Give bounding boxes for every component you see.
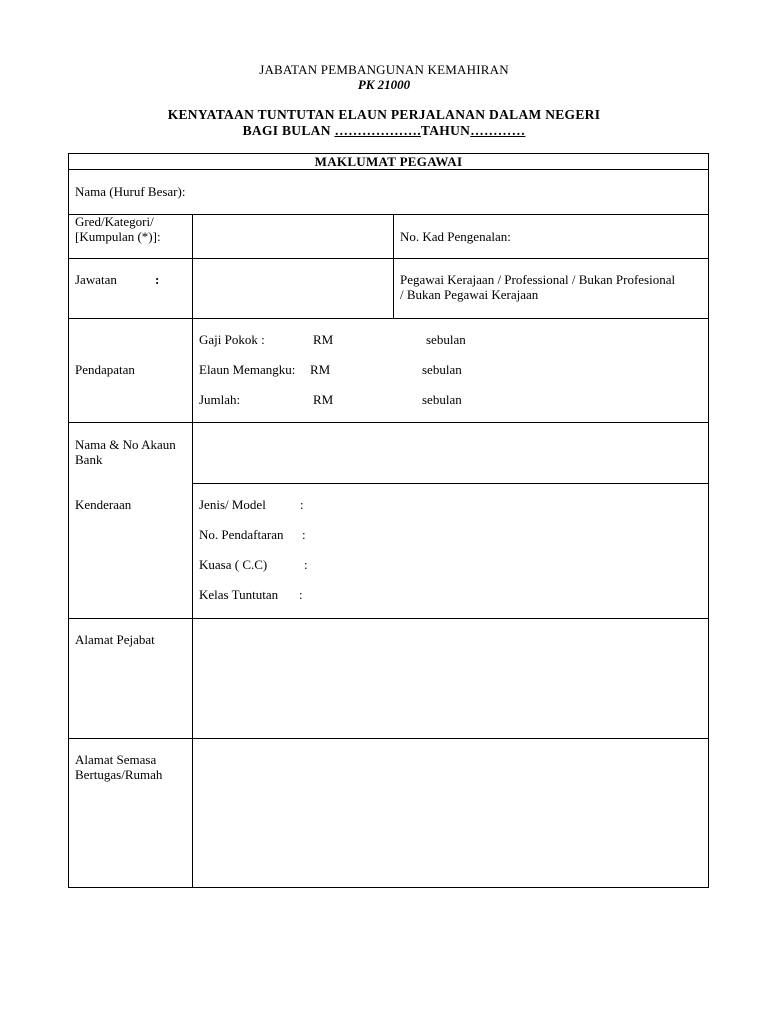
section-title: MAKLUMAT PEGAWAI	[314, 154, 463, 169]
form-title: KENYATAAN TUNTUTAN ELAUN PERJALANAN DALAM NEGERI	[167, 107, 601, 122]
alamat-pejabat-field[interactable]	[196, 622, 704, 734]
form-code: PK 21000	[357, 77, 411, 92]
year-field[interactable]: …………	[470, 123, 526, 138]
gaji-pokok-period: sebulan	[426, 332, 466, 347]
jenis-model-label: Jenis/ Model	[199, 497, 266, 512]
status-option-line1[interactable]: Pegawai Kerajaan / Professional / Bukan Profesional	[400, 272, 676, 287]
row-divider	[68, 258, 709, 259]
no-pendaftaran-colon: :	[302, 527, 306, 542]
jawatan-colon: :	[155, 272, 160, 287]
jumlah-label: Jumlah:	[199, 392, 241, 407]
bank-account-field[interactable]	[196, 426, 704, 479]
jawatan-field[interactable]	[196, 261, 388, 315]
elaun-memangku-period: sebulan	[422, 362, 462, 377]
kuasa-cc-field[interactable]	[314, 554, 700, 574]
elaun-memangku-label: Elaun Memangku:	[199, 362, 296, 377]
gaji-pokok-field[interactable]	[335, 330, 420, 349]
bank-label-line2: Bank	[75, 452, 103, 467]
kelas-tuntutan-label: Kelas Tuntutan	[199, 587, 279, 602]
kuasa-cc-label: Kuasa ( C.C)	[199, 557, 268, 572]
pendapatan-label: Pendapatan	[75, 362, 135, 377]
row-divider	[192, 483, 709, 484]
elaun-memangku-field[interactable]	[335, 360, 417, 379]
jumlah-period: sebulan	[422, 392, 462, 407]
row-divider	[68, 422, 709, 423]
gaji-pokok-label: Gaji Pokok :	[199, 332, 265, 347]
department-name: JABATAN PEMBANGUNAN KEMAHIRAN	[259, 62, 509, 77]
status-option-line2[interactable]: / Bukan Pegawai Kerajaan	[400, 287, 539, 302]
kad-pengenalan-field[interactable]	[525, 217, 705, 255]
no-pendaftaran-label: No. Pendaftaran	[199, 527, 284, 542]
jumlah-field[interactable]	[335, 390, 417, 409]
gred-field[interactable]	[196, 217, 388, 255]
kelas-tuntutan-colon: :	[299, 587, 303, 602]
jenis-model-colon: :	[300, 497, 304, 512]
column-divider	[393, 214, 394, 318]
alamat-pejabat-label: Alamat Pejabat	[75, 632, 155, 647]
year-prefix: TAHUN	[420, 123, 471, 138]
alamat-rumah-label-line2: Bertugas/Rumah	[75, 767, 163, 782]
gred-label-line1: Gred/Kategori/	[75, 214, 154, 229]
bank-label-line1: Nama & No Akaun	[75, 437, 176, 452]
alamat-rumah-label-line1: Alamat Semasa	[75, 752, 157, 767]
period-line	[0, 123, 768, 139]
gaji-pokok-currency: RM	[313, 332, 334, 347]
nama-label: Nama (Huruf Besar):	[75, 184, 186, 199]
row-divider	[68, 738, 709, 739]
kad-pengenalan-label: No. Kad Pengenalan:	[400, 229, 511, 244]
month-prefix: BAGI BULAN	[242, 123, 335, 138]
jenis-model-field[interactable]	[310, 494, 700, 514]
kenderaan-label: Kenderaan	[75, 497, 132, 512]
column-divider	[192, 214, 193, 888]
row-divider	[68, 618, 709, 619]
alamat-rumah-field[interactable]	[196, 742, 704, 884]
no-pendaftaran-field[interactable]	[312, 524, 700, 544]
nama-field[interactable]	[200, 172, 700, 210]
kuasa-cc-colon: :	[304, 557, 308, 572]
jumlah-currency: RM	[313, 392, 334, 407]
row-divider	[68, 214, 709, 215]
kelas-tuntutan-field[interactable]	[310, 584, 700, 604]
month-field[interactable]: ……………….	[334, 123, 421, 138]
elaun-memangku-currency: RM	[310, 362, 331, 377]
jawatan-label: Jawatan	[75, 272, 117, 287]
row-divider	[68, 318, 709, 319]
gred-label-line2: [Kumpulan (*)]:	[75, 229, 161, 244]
